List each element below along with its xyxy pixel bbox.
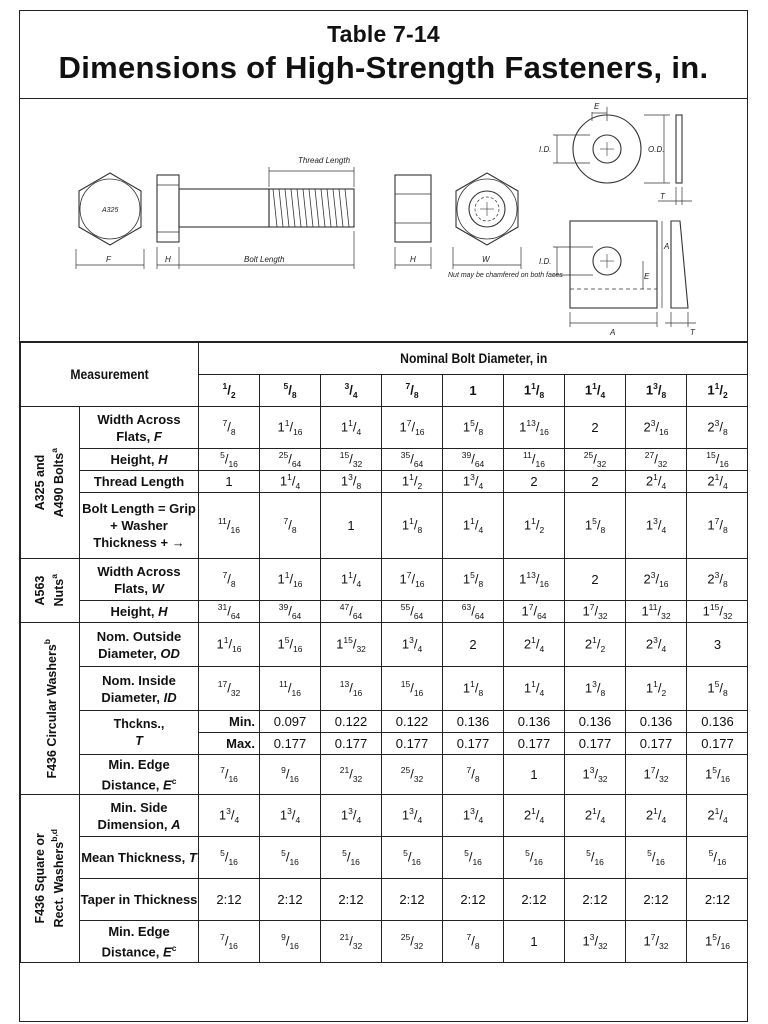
- value-cell: $^5/_{16}$: [199, 837, 260, 879]
- value-cell: $^9/_{16}$: [260, 921, 321, 963]
- value-cell: $^{39}/_{64}$: [260, 601, 321, 623]
- value-cell: $2^3/_{16}$: [626, 559, 687, 601]
- group-label-cell: [21, 559, 80, 623]
- value-cell: $1^1/_4$: [443, 493, 504, 559]
- value-cell: $1^3/_4$: [321, 795, 382, 837]
- value-cell: 0.177: [626, 733, 687, 755]
- value-cell: $^9/_{16}$: [260, 755, 321, 795]
- t-dim-label-circular: T: [660, 192, 665, 201]
- table-row: [21, 471, 749, 493]
- value-cell: $1^3/_4$: [443, 795, 504, 837]
- value-cell: $1^3/_8$: [565, 667, 626, 711]
- measurement-label: Nom. Outside Diameter, OD: [80, 623, 199, 667]
- table-row: [21, 921, 749, 963]
- value-cell: 2:12: [626, 879, 687, 921]
- group-label: F436 Circular Washers$^b$: [42, 638, 60, 779]
- table-row: [21, 795, 749, 837]
- value-cell: $^{25}/_{32}$: [382, 755, 443, 795]
- value-cell: $1^{13}/_{16}$: [504, 559, 565, 601]
- h-dim-label-nut: H: [410, 255, 416, 264]
- value-cell: 2: [504, 471, 565, 493]
- square-washer: [570, 221, 657, 308]
- value-cell: $^{11}/_{16}$: [504, 449, 565, 471]
- diameter-header-1: $^5/_8$: [260, 375, 321, 407]
- w-dim-label: W: [482, 255, 490, 264]
- thickness-sub-label: Max.: [199, 733, 260, 755]
- measurement-label: Width Across Flats, F: [80, 407, 199, 449]
- measurement-label: Height, H: [80, 449, 199, 471]
- value-cell: $^{21}/_{32}$: [321, 755, 382, 795]
- measurement-label: Nom. Inside Diameter, ID: [80, 667, 199, 711]
- value-cell: $2^1/_4$: [504, 795, 565, 837]
- value-cell: 2:12: [443, 879, 504, 921]
- value-cell: 0.177: [565, 733, 626, 755]
- value-cell: 2:12: [321, 879, 382, 921]
- dimensions-table: [20, 342, 748, 963]
- value-cell: 0.177: [443, 733, 504, 755]
- title-block: [20, 11, 747, 99]
- value-cell: $^{35}/_{64}$: [382, 449, 443, 471]
- value-cell: $^{17}/_{32}$: [199, 667, 260, 711]
- value-cell: $2^1/_4$: [626, 795, 687, 837]
- value-cell: $1^1/_4$: [321, 559, 382, 601]
- value-cell: $^{55}/_{64}$: [382, 601, 443, 623]
- value-cell: $1^5/_8$: [565, 493, 626, 559]
- value-cell: $1^5/_{16}$: [687, 755, 748, 795]
- value-cell: $1^3/_{32}$: [565, 921, 626, 963]
- table-row: [21, 449, 749, 471]
- value-cell: $^5/_{16}$: [382, 837, 443, 879]
- value-cell: $2^1/_4$: [565, 795, 626, 837]
- measurement-label: Height, H: [80, 601, 199, 623]
- value-cell: $1^1/_{16}$: [260, 559, 321, 601]
- value-cell: 2:12: [565, 879, 626, 921]
- value-cell: $1^3/_4$: [382, 795, 443, 837]
- value-cell: $^7/_8$: [260, 493, 321, 559]
- table-row: [21, 837, 749, 879]
- value-cell: $^{25}/_{32}$: [382, 921, 443, 963]
- fastener-drawings: [20, 99, 748, 342]
- value-cell: $^7/_{16}$: [199, 755, 260, 795]
- nominal-diameter-header: [199, 343, 748, 375]
- group-label-cell: [21, 795, 80, 963]
- table-row: [21, 601, 749, 623]
- measurement-label: Thckns., T: [80, 711, 199, 755]
- value-cell: 2: [565, 559, 626, 601]
- value-cell: $1^1/_4$: [321, 407, 382, 449]
- value-cell: $2^1/_4$: [687, 471, 748, 493]
- measurement-label: Min. Edge Distance, $E^c$: [80, 921, 199, 963]
- bolt-length-label: Bolt Length: [244, 255, 285, 264]
- value-cell: 0.136: [504, 711, 565, 733]
- table-row: [21, 879, 749, 921]
- value-cell: $^{13}/_{16}$: [321, 667, 382, 711]
- value-cell: 0.177: [321, 733, 382, 755]
- table-body: [21, 343, 749, 963]
- table-frame: [19, 10, 748, 1022]
- value-cell: $^5/_{16}$: [626, 837, 687, 879]
- value-cell: $2^1/_4$: [626, 471, 687, 493]
- value-cell: $1^7/_{32}$: [626, 921, 687, 963]
- table-title: Dimensions of High-Strength Fasteners, in.: [58, 50, 709, 85]
- value-cell: 0.177: [382, 733, 443, 755]
- value-cell: 2:12: [199, 879, 260, 921]
- e-dim-label-square: E: [644, 272, 650, 281]
- value-cell: $1^3/_4$: [443, 471, 504, 493]
- value-cell: $^7/_8$: [443, 921, 504, 963]
- value-cell: $1^1/_4$: [260, 471, 321, 493]
- diameter-header-6: $1^1/_4$: [565, 375, 626, 407]
- diameter-header-4: 1: [443, 375, 504, 407]
- table-row: [21, 711, 749, 733]
- value-cell: $1^{13}/_{16}$: [504, 407, 565, 449]
- value-cell: 2:12: [382, 879, 443, 921]
- value-cell: $^{27}/_{32}$: [626, 449, 687, 471]
- value-cell: 1: [199, 471, 260, 493]
- value-cell: $1^3/_4$: [260, 795, 321, 837]
- value-cell: $^{15}/_{16}$: [687, 449, 748, 471]
- value-cell: $1^7/_{16}$: [382, 407, 443, 449]
- h-dim-label-bolt: H: [165, 255, 171, 264]
- group-label: F436 Square or Rect. Washers$^{b,d}$: [33, 829, 67, 928]
- value-cell: 1: [504, 755, 565, 795]
- value-cell: $^5/_{16}$: [321, 837, 382, 879]
- a-dim-label-side: A: [664, 242, 670, 251]
- value-cell: $^7/_8$: [199, 407, 260, 449]
- value-cell: $1^1/_8$: [443, 667, 504, 711]
- value-cell: $1^1/_{16}$: [260, 407, 321, 449]
- group-label-cell: [21, 623, 80, 795]
- value-cell: $1^7/_{32}$: [626, 755, 687, 795]
- measurement-label: Taper in Thickness: [80, 879, 199, 921]
- value-cell: $1^7/_{64}$: [504, 601, 565, 623]
- value-cell: $^{31}/_{64}$: [199, 601, 260, 623]
- thread-length-label: Thread Length: [298, 156, 351, 165]
- measurement-label: Min. Edge Distance, $E^c$: [80, 755, 199, 795]
- value-cell: $2^1/_2$: [565, 623, 626, 667]
- group-label: A325 and A490 Bolts$^a$: [33, 447, 67, 518]
- value-cell: $^{25}/_{32}$: [565, 449, 626, 471]
- table-row: [21, 755, 749, 795]
- value-cell: $^{21}/_{32}$: [321, 921, 382, 963]
- value-cell: 2: [565, 471, 626, 493]
- value-cell: 0.122: [382, 711, 443, 733]
- thickness-sub-label: Min.: [199, 711, 260, 733]
- value-cell: $^5/_{16}$: [565, 837, 626, 879]
- value-cell: $1^1/_{16}$: [199, 623, 260, 667]
- value-cell: $1^3/_4$: [626, 493, 687, 559]
- group-label-cell: [21, 407, 80, 559]
- value-cell: 0.136: [443, 711, 504, 733]
- value-cell: $1^{11}/_{32}$: [626, 601, 687, 623]
- table-row: [21, 667, 749, 711]
- value-cell: 1: [504, 921, 565, 963]
- value-cell: 2:12: [687, 879, 748, 921]
- value-cell: $1^5/_8$: [443, 407, 504, 449]
- value-cell: $1^5/_{16}$: [687, 921, 748, 963]
- e-dim-label-top: E: [594, 102, 600, 111]
- value-cell: 0.136: [565, 711, 626, 733]
- value-cell: $^{47}/_{64}$: [321, 601, 382, 623]
- table-number: Table 7-14: [327, 21, 440, 47]
- measurement-header-text: Measurement: [70, 367, 149, 382]
- value-cell: $1^1/_2$: [504, 493, 565, 559]
- value-cell: $1^3/_4$: [199, 795, 260, 837]
- diameter-header-3: $^7/_8$: [382, 375, 443, 407]
- value-cell: $^7/_8$: [199, 559, 260, 601]
- value-cell: $1^7/_{32}$: [565, 601, 626, 623]
- value-cell: $2^3/_{16}$: [626, 407, 687, 449]
- value-cell: $1^7/_8$: [687, 493, 748, 559]
- value-cell: $1^{15}/_{32}$: [321, 623, 382, 667]
- measurement-label: Mean Thickness, T: [80, 837, 199, 879]
- value-cell: 0.136: [626, 711, 687, 733]
- value-cell: $1^1/_8$: [382, 493, 443, 559]
- value-cell: 0.122: [321, 711, 382, 733]
- value-cell: $1^5/_8$: [443, 559, 504, 601]
- measurement-label: Thread Length: [80, 471, 199, 493]
- bolt-shank: [179, 189, 269, 227]
- value-cell: $2^3/_4$: [626, 623, 687, 667]
- value-cell: 0.177: [687, 733, 748, 755]
- value-cell: $1^3/_{32}$: [565, 755, 626, 795]
- value-cell: $^{15}/_{32}$: [321, 449, 382, 471]
- bolt-head-mark: A325: [102, 207, 119, 214]
- table-row: [21, 623, 749, 667]
- measurement-label: Bolt Length = Grip + Washer Thickness + →: [80, 493, 199, 559]
- diameter-header-7: $1^3/_8$: [626, 375, 687, 407]
- value-cell: $^{15}/_{16}$: [382, 667, 443, 711]
- measurement-label: Min. Side Dimension, A: [80, 795, 199, 837]
- value-cell: $^{11}/_{16}$: [199, 493, 260, 559]
- value-cell: 0.136: [687, 711, 748, 733]
- value-cell: $1^5/_8$: [687, 667, 748, 711]
- value-cell: 0.097: [260, 711, 321, 733]
- diameter-header-2: $^3/_4$: [321, 375, 382, 407]
- nut-side: [395, 175, 431, 242]
- f-dim-label: F: [106, 255, 111, 264]
- table-row: [21, 493, 749, 559]
- washer-edge: [676, 115, 682, 183]
- measurement-header: [21, 343, 199, 407]
- diameter-header-5: $1^1/_8$: [504, 375, 565, 407]
- chamfer-note: Nut may be chamfered on both faces: [448, 272, 563, 279]
- table-row: [21, 559, 749, 601]
- value-cell: 0.177: [260, 733, 321, 755]
- value-cell: $^5/_{16}$: [260, 837, 321, 879]
- fastener-diagram: [20, 99, 747, 342]
- value-cell: $^{25}/_{64}$: [260, 449, 321, 471]
- table-row: [21, 407, 749, 449]
- value-cell: $2^1/_4$: [504, 623, 565, 667]
- value-cell: $^5/_{16}$: [199, 449, 260, 471]
- tapered-washer-edge: [671, 221, 688, 308]
- value-cell: $^5/_{16}$: [504, 837, 565, 879]
- value-cell: 2: [443, 623, 504, 667]
- value-cell: $2^3/_8$: [687, 407, 748, 449]
- value-cell: 2: [565, 407, 626, 449]
- id-dim-label: I.D.: [539, 145, 552, 154]
- value-cell: $^5/_{16}$: [443, 837, 504, 879]
- value-cell: $1^5/_{16}$: [260, 623, 321, 667]
- value-cell: $1^1/_2$: [382, 471, 443, 493]
- value-cell: $1^3/_8$: [321, 471, 382, 493]
- value-cell: $1^3/_4$: [382, 623, 443, 667]
- value-cell: $1^7/_{16}$: [382, 559, 443, 601]
- value-cell: 0.177: [504, 733, 565, 755]
- value-cell: $^{63}/_{64}$: [443, 601, 504, 623]
- od-dim-label: O.D.: [648, 145, 665, 154]
- value-cell: $^7/_{16}$: [199, 921, 260, 963]
- diameter-header-0: $^1/_2$: [199, 375, 260, 407]
- value-cell: $2^1/_4$: [687, 795, 748, 837]
- a-dim-label-bottom: A: [610, 328, 616, 337]
- t-dim-label-square: T: [690, 328, 695, 337]
- value-cell: $1^1/_2$: [626, 667, 687, 711]
- measurement-label: Width Across Flats, W: [80, 559, 199, 601]
- value-cell: 2:12: [260, 879, 321, 921]
- value-cell: $2^3/_8$: [687, 559, 748, 601]
- value-cell: $^{11}/_{16}$: [260, 667, 321, 711]
- value-cell: 1: [321, 493, 382, 559]
- value-cell: 3: [687, 623, 748, 667]
- nominal-diameter-header-text: Nominal Bolt Diameter, in: [399, 351, 548, 366]
- value-cell: 2:12: [504, 879, 565, 921]
- value-cell: $1^1/_4$: [504, 667, 565, 711]
- value-cell: $^7/_8$: [443, 755, 504, 795]
- value-cell: $^5/_{16}$: [687, 837, 748, 879]
- group-label: A563 Nuts$^a$: [33, 574, 67, 607]
- value-cell: $1^{15}/_{32}$: [687, 601, 748, 623]
- value-cell: $^{39}/_{64}$: [443, 449, 504, 471]
- id-dim-label-square: I.D.: [539, 257, 552, 266]
- diameter-header-8: $1^1/_2$: [687, 375, 748, 407]
